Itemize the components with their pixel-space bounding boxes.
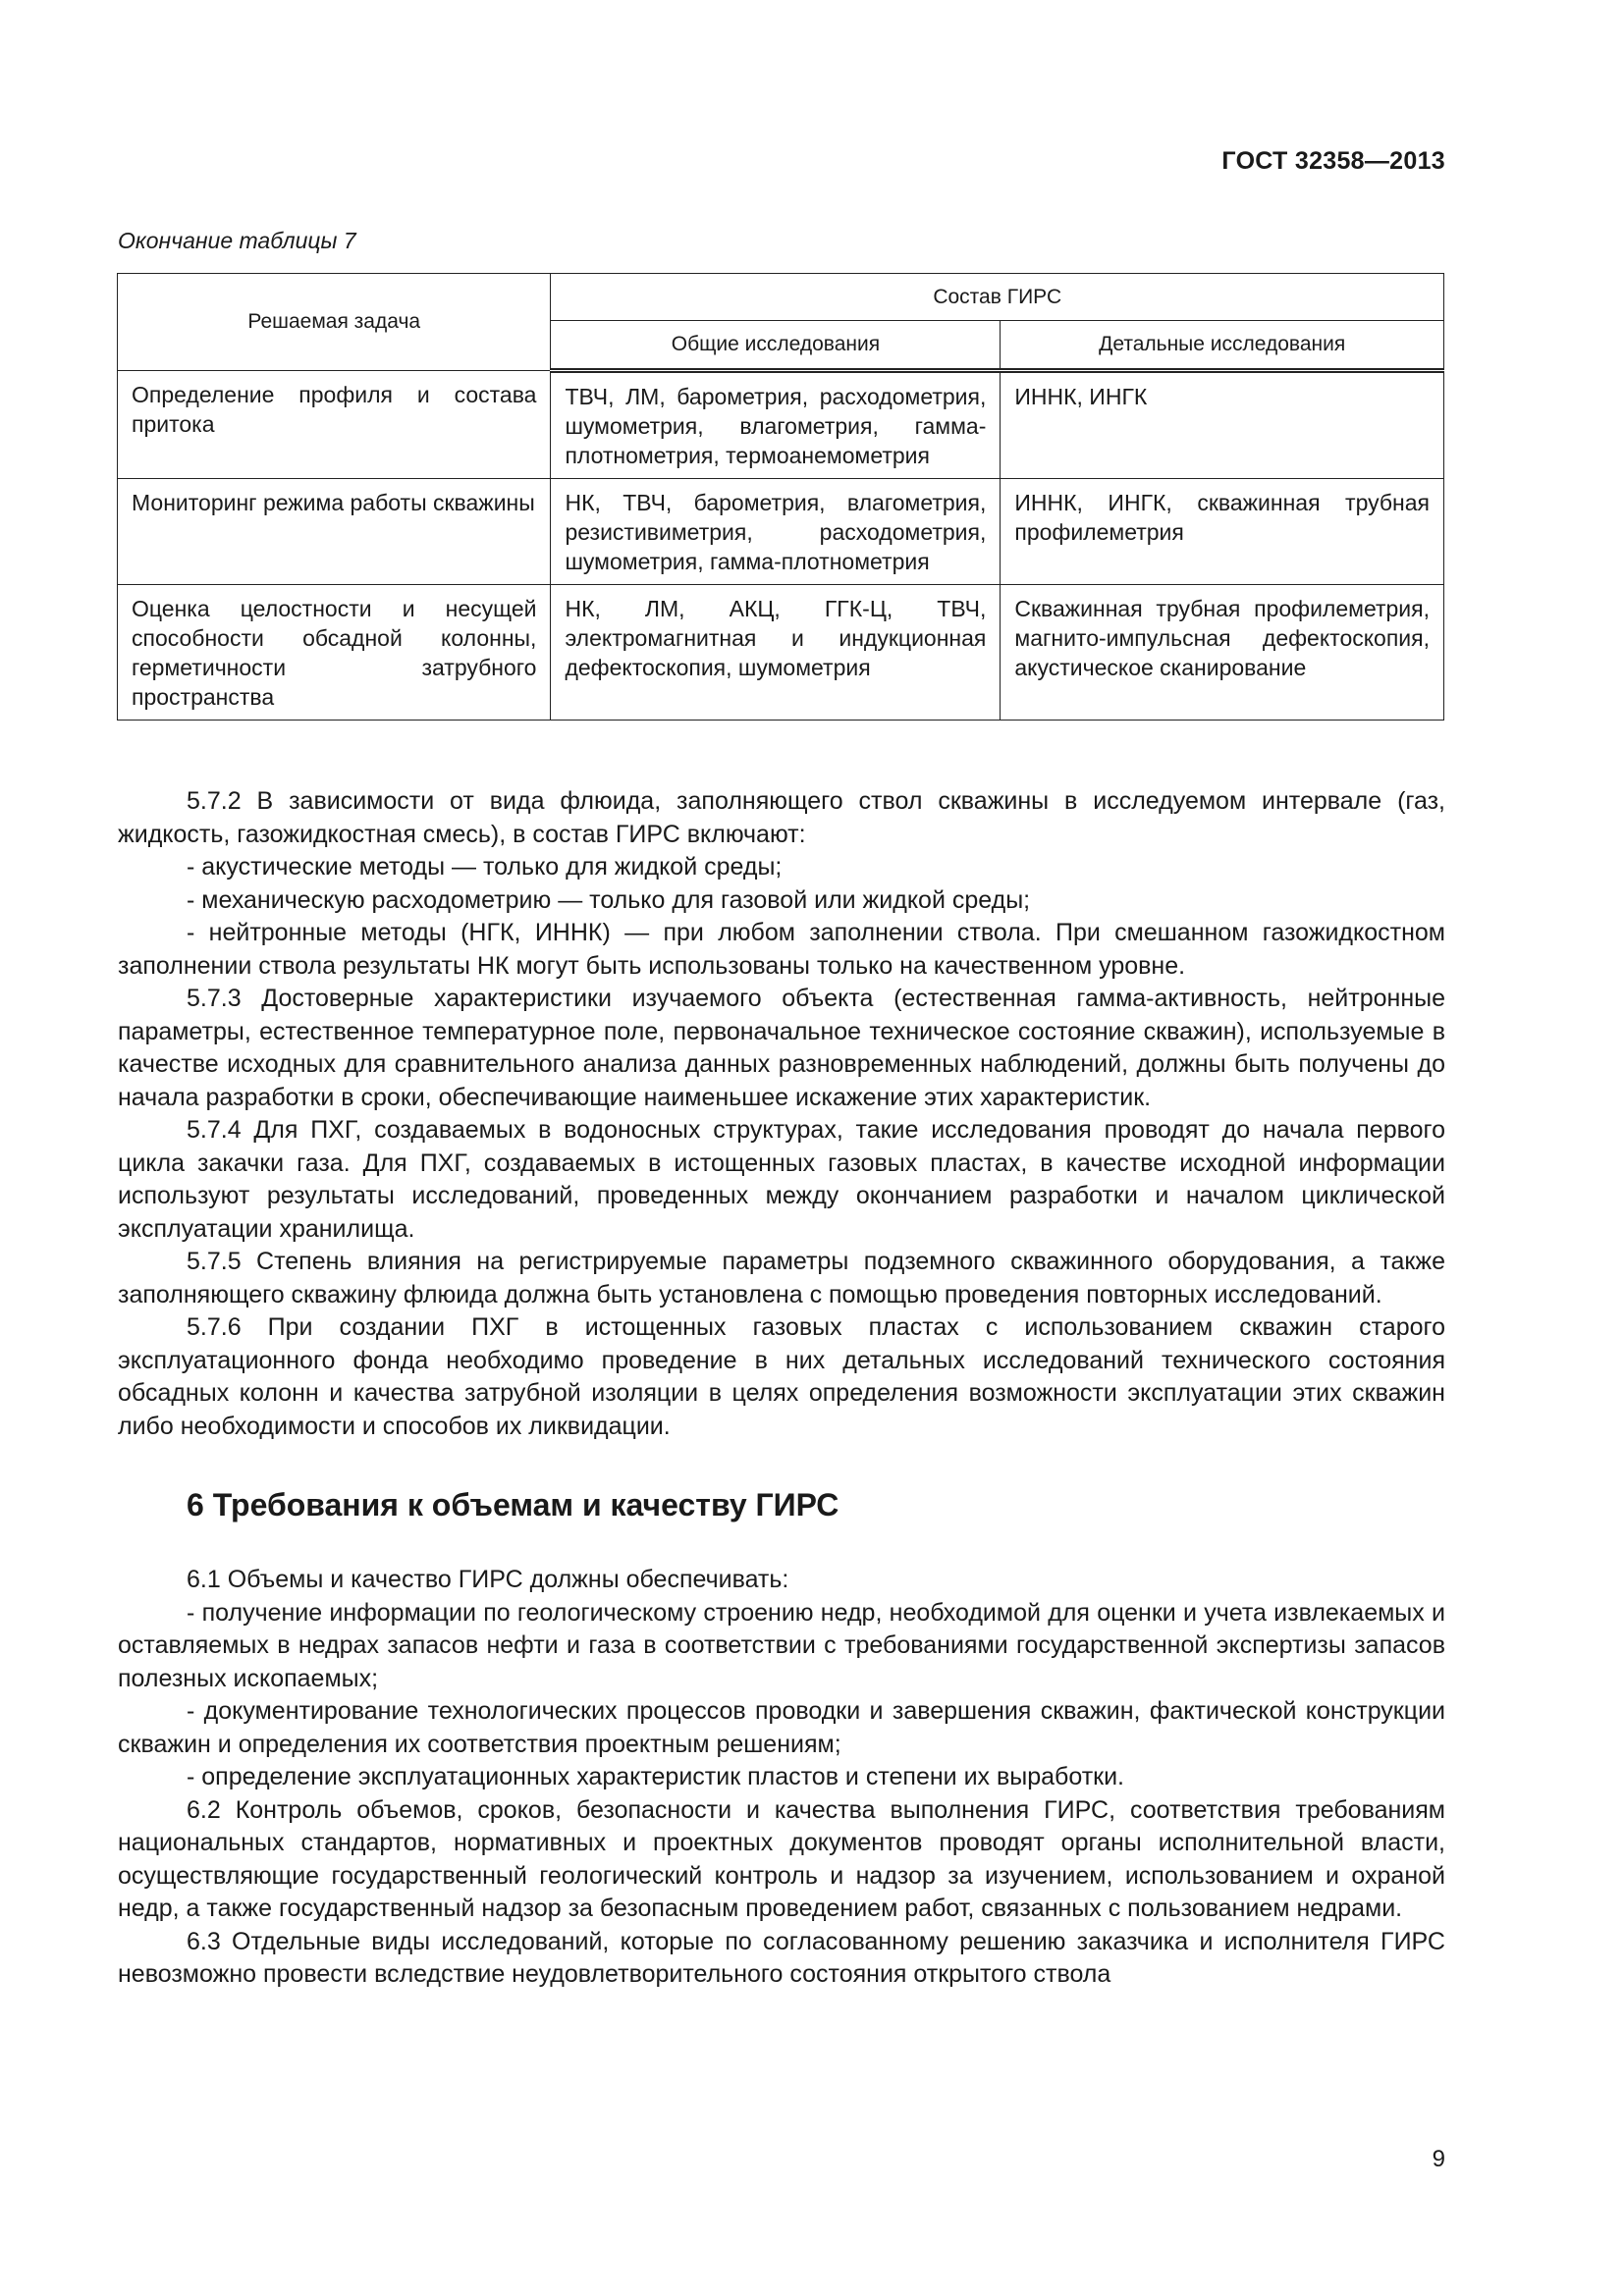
cell-task: Оценка целостности и несущей способности обсадной колонны, герметичности затрубного пространства <box>118 585 551 721</box>
header-composition: Состав ГИРС <box>551 274 1444 321</box>
paragraph-5-7-4: 5.7.4 Для ПХГ, создаваемых в водоносных структурах, такие исследования проводят до начала первого цикла закачки газа. Для ПХГ, создаваемых в истощенных газовых пластах, в качестве исходной информации используют результаты исследований, проведенных между окончанием разработки и началом циклической эксплуатации хранилища. <box>118 1116 1445 1243</box>
methods-table <box>117 273 1444 721</box>
list-item: - механическую расходометрию — только для газовой или жидкой среды; <box>187 885 1031 914</box>
list-item: - определение эксплуатационных характеристик пластов и степени их выработки. <box>187 1763 1125 1790</box>
paragraph-6-2: 6.2 Контроль объемов, сроков, безопасности и качества выполнения ГИРС, соответствия требованиям национальных стандартов, нормативных и проектных документов проводят органы исполнительной власти, осуществляющие государственный геологический контроль и надзор за изучением, использованием и охраной недр, а также государственный надзор за безопасным проведением работ, связанных с пользованием недрами. <box>118 1795 1445 1922</box>
cell-task: Мониторинг режима работы скважины <box>118 479 551 585</box>
paragraph-6-1: 6.1 Объемы и качество ГИРС должны обеспечивать: <box>187 1566 789 1593</box>
cell-detailed: ИННК, ИНГК <box>1001 371 1444 479</box>
table-row <box>118 371 1444 479</box>
cell-detailed: ИННК, ИНГК, скважинная трубная профилеметрия <box>1001 479 1444 585</box>
paragraph-5-7-2: 5.7.2 В зависимости от вида флюида, заполняющего ствол скважины в исследуемом интервале (газ, жидкость, газожидкостная смесь), в состав ГИРС включают: <box>118 787 1445 848</box>
cell-detailed: Скважинная трубная профилеметрия, магнито-импульсная дефектоскопия, акустическое сканирование <box>1001 585 1444 721</box>
table-row <box>118 479 1444 585</box>
section-title: 6 Требования к объемам и качеству ГИРС <box>187 1487 839 1522</box>
header-task: Решаемая задача <box>118 274 551 371</box>
paragraph-5-7-3: 5.7.3 Достоверные характеристики изучаемого объекта (естественная гамма-активность, нейтронные параметры, естественное температурное поле, первоначальное техническое состояние скважин), используемые в качестве исходных для сравнительного анализа данных разновременных наблюдений, должны быть получены до начала разработки в сроки, обеспечивающие наименьшее искажение этих характеристик. <box>118 985 1445 1111</box>
page-number: 9 <box>1432 2146 1445 2172</box>
list-item: - нейтронные методы (НГК, ИННК) — при любом заполнении ствола. При смешанном газожидкостном заполнении ствола результаты НК могут быть использованы только на качественном уровне. <box>118 919 1445 980</box>
body-text <box>118 785 1445 1992</box>
list-item: - получение информации по геологическому строению недр, необходимой для оценки и учета извлекаемых и оставляемых в недрах запасов нефти и газа в соответствии с требованиями государственной экспертизы запасов полезных ископаемых; <box>118 1598 1445 1692</box>
table-caption: Окончание таблицы 7 <box>118 228 356 253</box>
cell-general: ТВЧ, ЛМ, барометрия, расходометрия, шумометрия, влагометрия, гамма-плотнометрия, термоанемометрия <box>551 371 1001 479</box>
paragraph-5-7-6: 5.7.6 При создании ПХГ в истощенных газовых пластах с использованием скважин старого эксплуатационного фонда необходимо проведение в них детальных исследований технического состояния обсадных колонн и качества затрубной изоляции в целях определения возможности эксплуатации этих скважин либо необходимости и способов их ликвидации. <box>118 1313 1445 1440</box>
table-row <box>118 585 1444 721</box>
paragraph-5-7-5: 5.7.5 Степень влияния на регистрируемые параметры подземного скважинного оборудования, а также заполняющего скважину флюида должна быть установлена с помощью проведения повторных исследований. <box>118 1248 1445 1308</box>
list-item: - документирование технологических процессов проводки и завершения скважин, фактической конструкции скважин и определения их соответствия проектным решениям; <box>118 1697 1445 1758</box>
list-item: - акустические методы — только для жидкой среды; <box>187 853 783 881</box>
cell-general: НК, ЛМ, АКЦ, ГГК-Ц, ТВЧ, электромагнитная и индукционная дефектоскопия, шумометрия <box>551 585 1001 721</box>
document-header: ГОСТ 32358—2013 <box>1221 147 1445 175</box>
paragraph-6-3: 6.3 Отдельные виды исследований, которые по согласованному решению заказчика и исполнителя ГИРС невозможно провести вследствие неудовлетворительного состояния открытого ствола <box>118 1927 1445 1988</box>
cell-general: НК, ТВЧ, барометрия, влагометрия, резистивиметрия, расходометрия, шумометрия, гамма-плотнометрия <box>551 479 1001 585</box>
cell-task: Определение профиля и состава притока <box>118 371 551 479</box>
header-detailed: Детальные исследования <box>1001 321 1444 371</box>
header-general: Общие исследования <box>551 321 1001 371</box>
